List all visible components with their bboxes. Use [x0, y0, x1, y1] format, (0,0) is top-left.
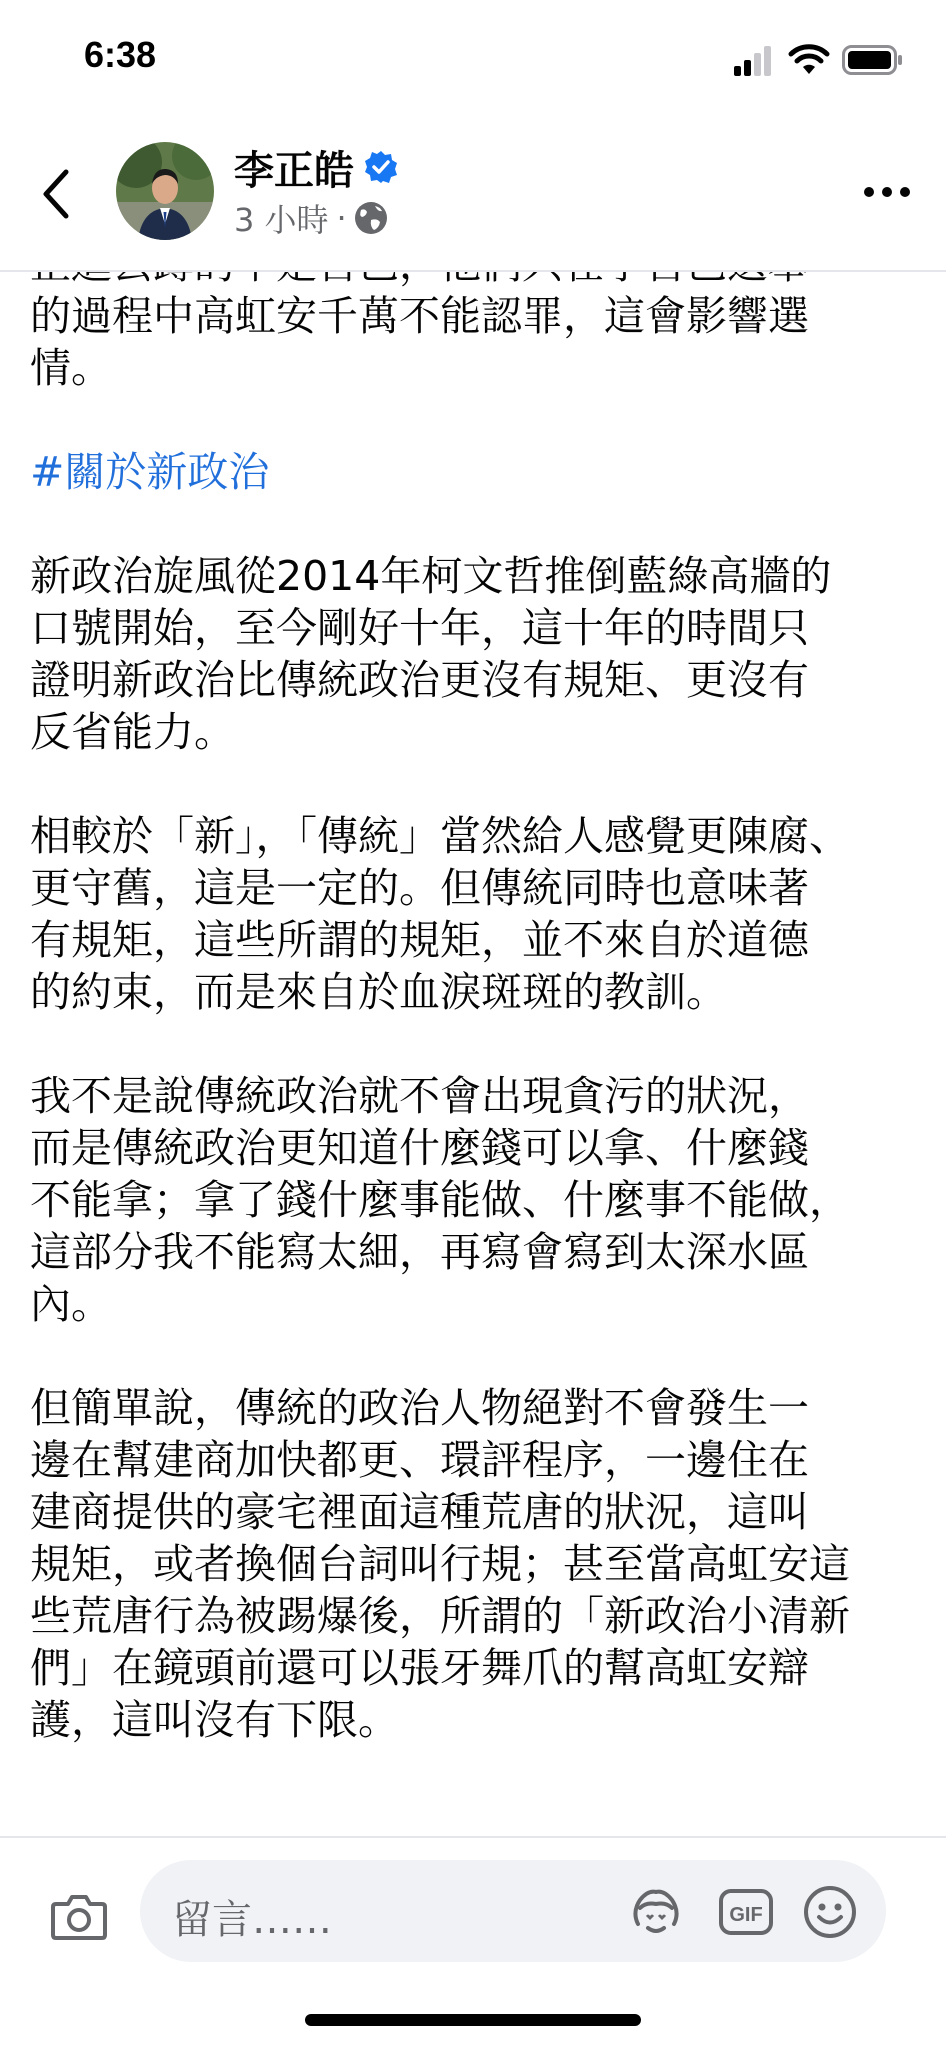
post-line: 證明新政治比傳統政治更沒有規矩、更沒有	[30, 656, 809, 704]
comment-placeholder: 留言……	[172, 1897, 332, 1943]
post-line: 口號開始，至今剛好十年，這十年的時間只	[30, 604, 809, 652]
post-meta	[234, 196, 389, 240]
post-line: 更守舊，這是一定的。但傳統同時也意味著	[30, 864, 809, 912]
camera-icon[interactable]	[50, 1890, 108, 1942]
post-paragraph	[30, 1382, 920, 1746]
post-line: 們」在鏡頭前還可以張牙舞爪的幫高虹安辯	[30, 1644, 809, 1692]
svg-text:GIF: GIF	[729, 1904, 763, 1926]
post-line: 不能拿；拿了錢什麼事能做、什麼事不能做，	[30, 1176, 850, 1224]
post-line: 情。	[30, 344, 112, 392]
post-line: 些荒唐行為被踢爆後，所謂的「新政治小清新	[30, 1592, 850, 1640]
post-line: 有規矩，這些所謂的規矩，並不來自於道德	[30, 916, 809, 964]
hashtag-link[interactable]: #關於新政治	[30, 448, 270, 496]
post-line: 邊在幫建商加快都更、環評程序，一邊住在	[30, 1436, 809, 1484]
avatar-sticker-icon[interactable]	[628, 1886, 684, 1938]
cellular-signal-icon	[732, 44, 774, 76]
globe-icon	[353, 200, 389, 236]
avatar[interactable]	[116, 142, 214, 240]
post-timestamp[interactable]: 3 小時	[234, 201, 329, 239]
comment-input[interactable]	[140, 1860, 886, 1962]
post-line: 但簡單說，傳統的政治人物絕對不會發生一	[30, 1384, 809, 1432]
post-line: 而是傳統政治更知道什麼錢可以拿、什麼錢	[30, 1124, 809, 1172]
post-line: 的約束，而是來自於血淚斑斑的教訓。	[30, 968, 727, 1016]
post-line: 相較於「新」，「傳統」當然給人感覺更陳腐、	[30, 812, 850, 860]
meta-separator: ·	[336, 199, 347, 237]
post-line: 的過程中高虹安千萬不能認罪，這會影響選	[30, 292, 809, 340]
wifi-icon	[788, 42, 830, 76]
comment-bar	[0, 1836, 946, 2050]
author-name[interactable]: 李正皓	[234, 147, 354, 194]
status-bar	[0, 0, 946, 120]
status-time: 6:38	[84, 34, 157, 75]
back-arrow-icon[interactable]	[36, 162, 76, 226]
post-line: 建商提供的豪宅裡面這種荒唐的狀況，這叫	[30, 1488, 809, 1536]
post-line: 內。	[30, 1280, 112, 1328]
more-options-icon[interactable]	[862, 180, 912, 204]
post-line: 新政治旋風從2014年柯文哲推倒藍綠高牆的	[30, 552, 832, 600]
post-paragraph	[30, 550, 920, 758]
post-header	[0, 120, 946, 272]
post-line: 規矩，或者換個台詞叫行規；甚至當高虹安這	[30, 1540, 850, 1588]
home-indicator	[305, 2014, 641, 2026]
post-text	[30, 238, 920, 1746]
emoji-icon[interactable]	[802, 1884, 858, 1940]
post-paragraph	[30, 1070, 920, 1330]
author-row	[234, 142, 398, 192]
gif-icon[interactable]	[718, 1886, 774, 1938]
battery-icon	[842, 45, 904, 75]
post-line: 我不是說傳統政治就不會出現貪污的狀況，	[30, 1072, 809, 1120]
post-paragraph	[30, 810, 920, 1018]
post-line: 反省能力。	[30, 708, 235, 756]
post-content	[0, 238, 946, 1838]
post-line: 這部分我不能寫太細，再寫會寫到太深水區	[30, 1228, 809, 1276]
post-line: 護，這叫沒有下限。	[30, 1696, 399, 1744]
verified-badge-icon	[364, 150, 398, 184]
